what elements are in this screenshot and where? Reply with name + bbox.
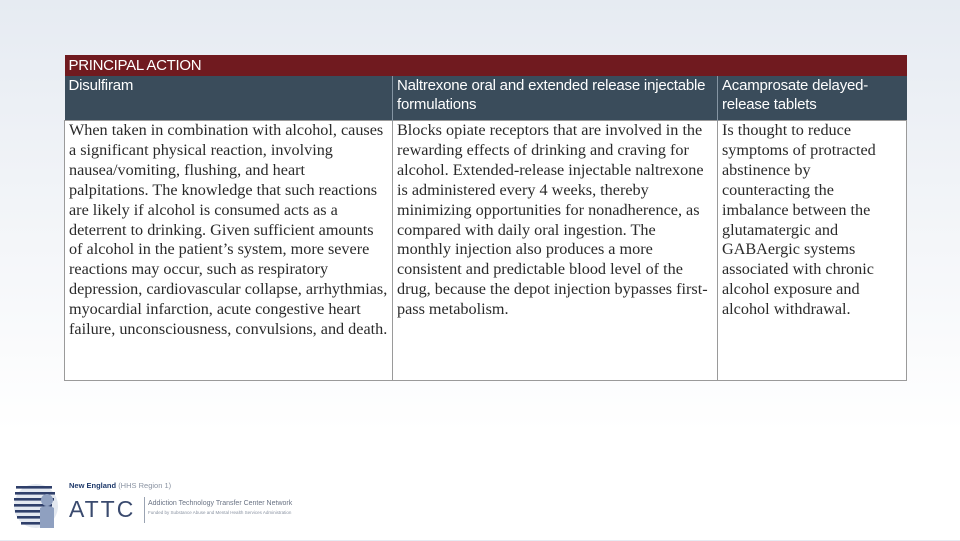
logo-divider	[144, 497, 145, 523]
principal-action-table	[64, 55, 907, 381]
attc-logo	[12, 476, 312, 536]
attc-wordmark: ATTC	[69, 496, 136, 522]
attc-head-logo-icon	[12, 476, 64, 536]
funded-by: Funded by Substance Abuse and Mental Health Services Administration	[148, 510, 292, 515]
cell-disulfiram: When taken in combination with alcohol, causes a significant physical reaction, involving nausea/vomiting, flushing, and heart palpitations. The knowledge that such reactions are likely if alcohol is consumed acts as a deterrent to drinking. Given sufficient amounts of alcohol in the patient’s system, more severe reactions may occur, such as respiratory depression, cardiovascular collapse, arrhythmias, myocardial infarction, acute congestive heart failure, unconsciousness, convulsions, and death.	[65, 121, 393, 381]
table-title-row	[65, 55, 907, 76]
header-disulfiram: Disulfiram	[65, 76, 393, 121]
header-acamprosate: Acamprosate delayed-release tablets	[718, 76, 907, 121]
cell-naltrexone: Blocks opiate receptors that are involved in the rewarding effects of drinking and craving for alcohol. Extended-release injectable naltrexone is administered every 4 weeks, thereby minimizing opportunities for nonadherence, as compared with daily oral ingestion. The monthly injection also produces a more consistent and predictable blood level of the drug, because the depot injection bypasses first-pass metabolism.	[393, 121, 718, 381]
table-title: PRINCIPAL ACTION	[65, 55, 907, 76]
network-name: Addiction Technology Transfer Center Network	[148, 500, 293, 507]
table-header-row	[65, 76, 907, 121]
region-label: New England (HHS Region 1)	[69, 481, 172, 490]
cell-acamprosate: Is thought to reduce symptoms of protracted abstinence by counteracting the imbalance between the glutamatergic and GABAergic systems associated with chronic alcohol exposure and alcohol withdrawal.	[718, 121, 907, 381]
table-row	[65, 121, 907, 381]
header-naltrexone: Naltrexone oral and extended release injectable formulations	[393, 76, 718, 121]
